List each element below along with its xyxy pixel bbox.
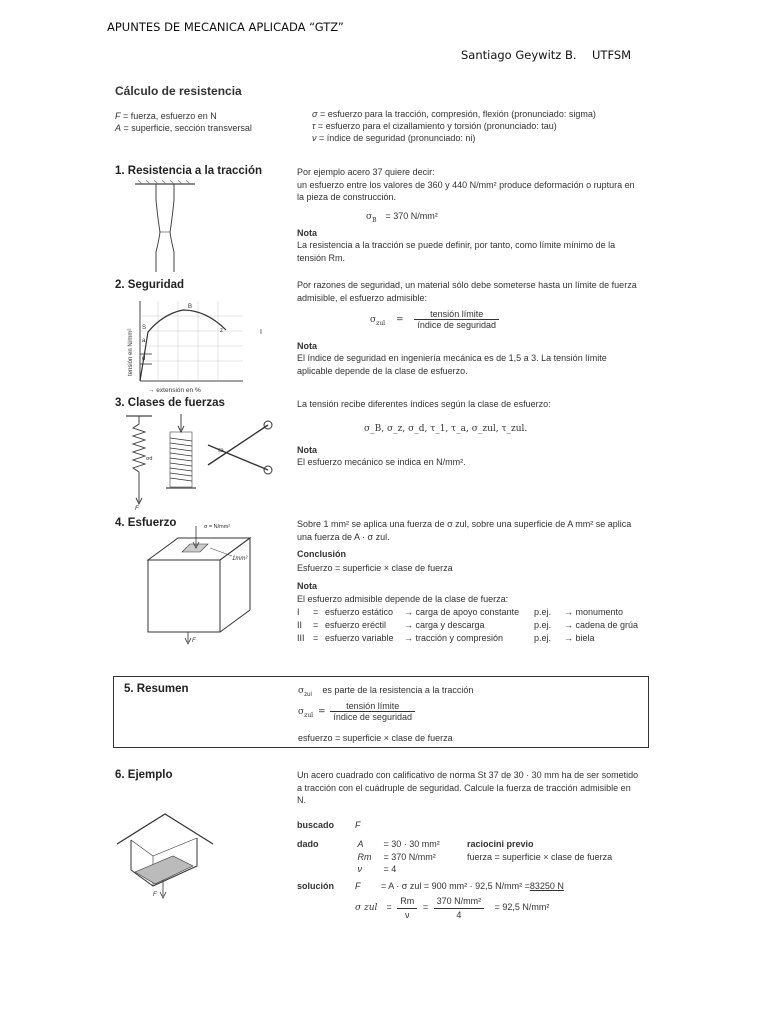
section-4-note-heading: Nota [297,581,317,591]
load-class-row: III = esfuerzo variable → tracción y compresión p.ej. → biela [297,633,595,643]
fig-label-s: S [142,325,147,331]
y-axis-label: tensión en N/mm² [128,328,134,376]
fig-label-z: z [220,328,223,334]
example-given: dado A = 30 · 30 mm² Rm = 370 N/mm² ν = 4 [297,839,440,875]
fig-sigma-label: σ = N/mm² [204,524,231,530]
section-2-heading: 2. Seguridad [115,279,185,291]
section-1-text: Por ejemplo acero 37 quiere decir: un esfuerzo entre los valores de 360 y 440 N/mm² produce deformación o ruptura en la pieza de construcción. [297,167,635,203]
page-title: APUNTES DE MECANICA APLICADA “GTZ” [107,20,344,34]
fig-f-label: F [192,638,196,644]
example-problem-text: Un acero cuadrado con calificativo de norma St 37 de 30 · 30 mm ha de ser sometido a tracción con el cuádruple de seguridad. Calcule la fuerza de tracción admisible en N. [297,770,639,806]
section-1-note-heading: Nota [297,228,317,238]
document-title: Cálculo de resistencia [115,84,242,98]
stress-indices: σ_B, σ_z, σ_d, τ_1, τ_a, σ_zul, τ_zul. [364,424,528,434]
section-1-heading: 1. Resistencia a la tracción [115,165,263,177]
author-name: Santiago Geywitz B. [461,48,577,62]
load-classes-table [297,606,638,645]
example-solution-stress: σ zul = $\frac{Rm}{\nu}$ = $\frac{\text{370 N/mm²}}{4}$ = 92,5 N/mm² [355,896,550,920]
legend-right [312,108,596,144]
prior-reasoning: raciocini previo fuerza = superficie × clase de fuerza [467,839,613,862]
conclusion-heading: Conclusión [297,549,346,559]
legend-item: τ = esfuerzo para el cizallamiento y torsión (pronunciado: tau) [312,121,557,131]
legend-item: σ = esfuerzo para la tracción, compresión, flexión (pronunciado: sigma) [312,109,596,119]
fig-tau-label: τa [218,448,224,454]
stress-strain-figure [118,296,268,396]
section-5-heading: 5. Resumen [124,683,189,695]
conclusion-text: Esfuerzo = superficie × clase de fuerza [297,563,453,573]
section-2-text: Por razones de seguridad, un material sólo debe someterse hasta un límite de fuerza admisible, el esfuerzo admisible: [297,280,637,303]
fig-label-d: d [142,356,146,362]
square-bar-figure [113,810,223,900]
section-1-note: La resistencia a la tracción se puede definir, por tanto, como límite mínimo de la tensión Rm. [297,240,616,263]
legend-item: ν = índice de seguridad (pronunciado: ni) [312,133,476,143]
example-sought: buscado F [297,820,361,830]
allowable-stress-formula: $\sigma_{zul}$ = $\frac{\text{tensión límite}}{\text{índice de seguridad}}$ [370,309,499,330]
section-3-heading: 3. Clases de fuerzas [115,397,225,409]
example-solution: solución F = A · σ zul = 900 mm² · 92,5 N/mm² =83250 N [297,881,564,891]
section-3-text: La tensión recibe diferentes índices según la clase de esfuerzo: [297,399,551,409]
x-axis-label: → extensión en % [148,387,201,394]
fig-label-i: I [260,329,262,336]
fig-f-label: F [153,892,157,898]
solution-result: 83250 N [529,881,564,891]
summary-line-3: esfuerzo = superficie × clase de fuerza [298,733,453,743]
tensile-strength-formula: $\sigma_B = 370$ N/mm² [366,211,438,224]
institution-name: UTFSM [592,48,632,62]
section-6-heading: 6. Ejemplo [115,769,173,781]
load-class-row: II = esfuerzo eréctil → carga y descarga p.ej. → cadena de grúa [297,620,639,630]
section-4-heading: 4. Esfuerzo [115,517,177,529]
legend-item: A = superficie, sección transversal [115,123,252,133]
section-2-note: El índice de seguridad en ingeniería mecánica es de 1,5 a 3. La tensión límite aplicable depende de la clase de esfuerzo. [297,353,607,376]
summary-line-1: $\sigma_{zul}$ es parte de la resistencia a la tracción [298,685,474,698]
stress-cube-figure [140,520,270,650]
tensile-specimen-figure [130,180,200,275]
load-class-row: I = esfuerzo estático → carga de apoyo constante p.ej. → monumento [297,607,624,617]
fig-f-label: F [135,506,139,510]
section-2-note-heading: Nota [297,341,317,351]
fig-label-b: B [188,304,193,310]
section-4-note: El esfuerzo admisible depende de la clase de fuerza: [297,594,509,604]
force-classes-figure [118,410,278,510]
legend-item: F = fuerza, esfuerzo en N [115,111,217,121]
fig-sigma-label: σd [146,456,153,462]
summary-formula: $\sigma_{zul}$ = $\frac{\text{tensión límite}}{\text{índice de seguridad}}$ [298,701,415,722]
legend-left [115,110,252,134]
section-3-note-heading: Nota [297,445,317,455]
section-4-text: Sobre 1 mm² se aplica una fuerza de σ zul, sobre una superficie de A mm² se aplica una fuerza de A · σ zul. [297,519,632,542]
fig-label-a: a [142,338,146,344]
section-3-note: El esfuerzo mecánico se indica en N/mm². [297,457,466,467]
fig-area-label: 1mm² [232,556,248,562]
